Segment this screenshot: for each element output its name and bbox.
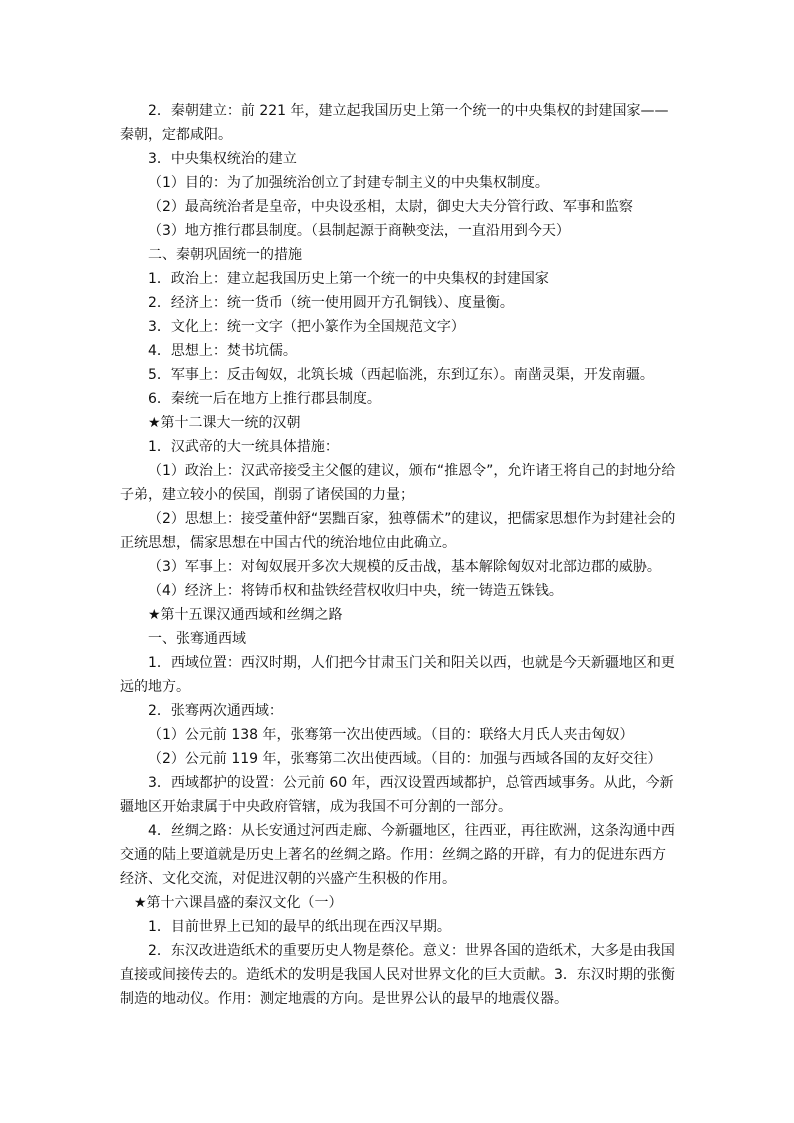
item-economy: 2．经济上：统一货币（统一使用圆开方孔铜钱）、度量衡。	[148, 295, 514, 311]
item-politics: 1．政治上：建立起我国历史上第一个统一的中央集权的封建国家	[148, 271, 549, 287]
lesson-heading-16: ★第十六课昌盛的秦汉文化（一）	[134, 895, 343, 911]
item-prefecture: （3）地方推行郡县制度。（县制起源于商鞅变法，一直沿用到今天）	[148, 223, 570, 239]
paragraph-wudi-politics: （1）政治上：汉武帝接受主父偃的建议，颁布“推恩令”，允许诸王将自己的封地分给子弟，建立较小的侯国，削弱了诸侯国的力量；	[120, 463, 676, 503]
item-wudi-military: （3）军事上：对匈奴展开多次大规模的反击战，基本解除匈奴对北部边郡的威胁。	[148, 559, 661, 575]
item-thought: 4．思想上：焚书坑儒。	[148, 343, 297, 359]
paragraph-qin-founding: 2．秦朝建立：前 221 年，建立起我国历史上第一个统一的中央集权的封建国家——秦朝，定都咸阳。	[120, 103, 669, 143]
paragraph-cai-lun: 2．东汉改进造纸术的重要历史人物是蔡伦。意义：世界各国的造纸术，大多是由我国直接或间接传去的。造纸术的发明是我国人民对世界文化的巨大贡献。3．东汉时期的张衡制造的地动仪。作用：测定地震的方向。是世界公认的最早的地震仪器。	[120, 943, 675, 1007]
item-wudi-economy: （4）经济上：将铸币权和盐铁经营权收归中央，统一铸造五铢钱。	[148, 583, 563, 599]
section-heading-qin-measures: 二、秦朝巩固统一的措施	[148, 247, 302, 263]
document-body	[120, 99, 676, 1011]
item-earliest-paper: 1．目前世界上已知的最早的纸出现在西汉早期。	[148, 919, 451, 935]
lesson-heading-15: ★第十五课汉通西域和丝绸之路	[148, 607, 343, 623]
paragraph-protectorate: 3．西域都护的设置：公元前 60 年，西汉设置西域都护，总管西域事务。从此，今新疆地区开始隶属于中央政府管辖，成为我国不可分割的一部分。	[120, 775, 674, 815]
item-two-missions: 2．张骞两次通西域：	[148, 703, 283, 719]
heading-centralization: 3．中央集权统治的建立	[148, 151, 297, 167]
item-second-mission: （2）公元前 119 年，张骞第二次出使西域。（目的：加强与西域各国的友好交往）	[148, 751, 662, 767]
lesson-heading-12: ★第十二课大一统的汉朝	[148, 415, 301, 431]
item-purpose: （1）目的：为了加强统治创立了封建专制主义的中央集权制度。	[148, 175, 549, 191]
item-emperor: （2）最高统治者是皇帝，中央设丞相，太尉，御史大夫分管行政、军事和监察	[148, 199, 633, 215]
item-culture: 3．文化上：统一文字（把小篆作为全国规范文字）	[148, 319, 465, 335]
paragraph-western-regions: 1．西域位置：西汉时期，人们把今甘肃玉门关和阳关以西，也就是今天新疆地区和更远的地方。	[120, 655, 675, 695]
paragraph-wudi-thought: （2）思想上：接受董仲舒“罢黜百家，独尊儒术”的建议，把儒家思想作为封建社会的正统思想，儒家思想在中国古代的统治地位由此确立。	[120, 511, 676, 551]
item-first-mission: （1）公元前 138 年，张骞第一次出使西域。（目的：联络大月氏人夹击匈奴）	[148, 727, 634, 743]
item-military: 5．军事上：反击匈奴，北筑长城（西起临洮，东到辽东）。南凿灵渠，开发南疆。	[148, 367, 654, 383]
paragraph-silk-road: 4．丝绸之路：从长安通过河西走廊、今新疆地区，往西亚，再往欧洲，这条沟通中西交通的陆上要道就是历史上著名的丝绸之路。作用：丝绸之路的开辟，有力的促进东西方经济、文化交流，对促进汉朝的兴盛产生积极的作用。	[120, 823, 675, 887]
item-local-system: 6．秦统一后在地方上推行郡县制度。	[148, 391, 381, 407]
item-wudi-measures: 1．汉武帝的大一统具体措施：	[148, 439, 339, 455]
section-heading-zhangqian: 一、张骞通西域	[148, 631, 246, 647]
